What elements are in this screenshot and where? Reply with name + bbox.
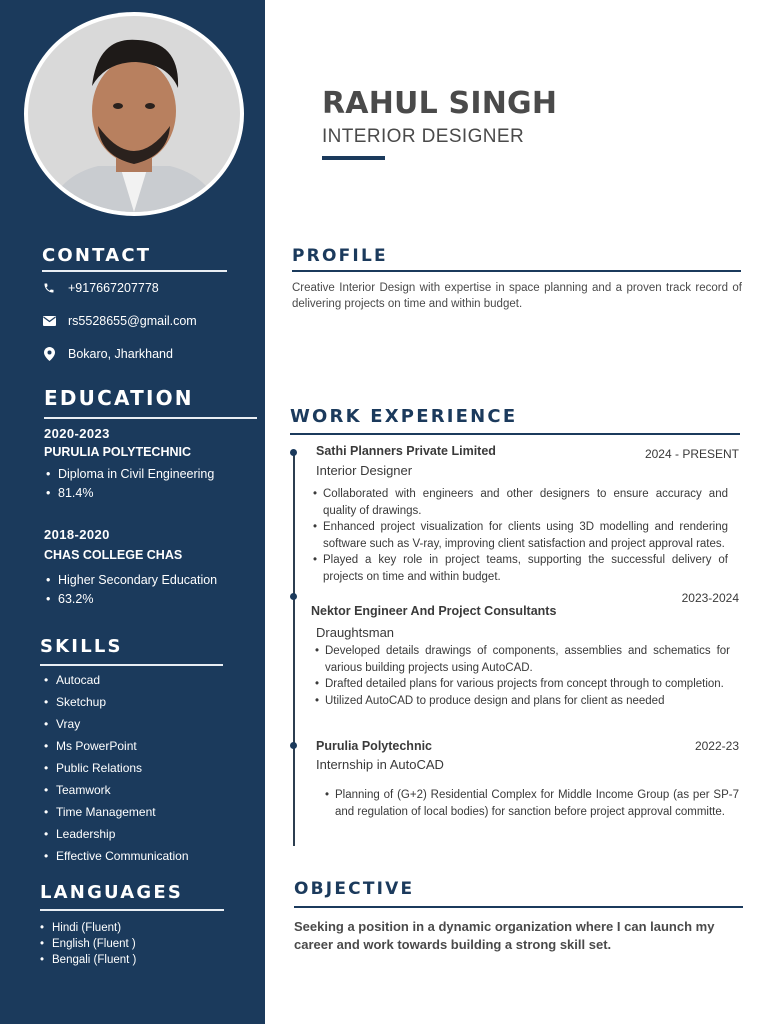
candidate-title: INTERIOR DESIGNER	[322, 126, 525, 147]
job-role: Internship in AutoCAD	[316, 757, 444, 772]
profile-heading: PROFILE	[292, 246, 388, 266]
education-detail: • 63.2%	[44, 590, 217, 609]
job-bullet: • Utilized AutoCAD to produce design and plans for client as needed	[315, 693, 730, 710]
job-company: Purulia Polytechnic	[316, 739, 433, 753]
profile-photo	[28, 16, 240, 212]
profile-summary: Creative Interior Design with expertise in space planning and a proven track record of delivering projects on time and within budget.	[292, 282, 742, 310]
skill-item: • Autocad	[44, 671, 189, 693]
contact-divider	[42, 270, 227, 272]
contact-email[interactable]: rs5528655@gmail.com	[68, 314, 197, 328]
mail-icon	[42, 314, 56, 328]
contact-location: Bokaro, Jharkhand	[68, 347, 173, 361]
skills-list	[44, 671, 189, 869]
objective-divider	[294, 906, 743, 908]
languages-divider	[40, 909, 224, 911]
languages-list	[40, 920, 136, 968]
education-detail: • Higher Secondary Education	[44, 571, 217, 590]
job-bullets	[315, 643, 730, 709]
timeline-line	[293, 450, 295, 846]
job-bullet: • Enhanced project visualization for clients using 3D modelling and rendering software such as V-ray, improving client satisfaction and project approval rates.	[313, 519, 728, 552]
skill-item: • Teamwork	[44, 781, 189, 803]
skills-heading: SKILLS	[40, 636, 123, 657]
job-bullet: • Drafted detailed plans for various projects from concept through to completion.	[315, 676, 730, 693]
job-bullet: • Played a key role in project teams, supporting the successful delivery of projects on time and within budget.	[313, 552, 728, 585]
education-years: 2020-2023	[44, 426, 110, 441]
job-company: Sathi Planners Private Limited	[316, 444, 496, 458]
education-years: 2018-2020	[44, 527, 110, 542]
contact-email-row	[42, 314, 197, 328]
work-experience-divider	[290, 433, 740, 435]
contact-phone[interactable]: +917667207778	[68, 281, 159, 295]
sidebar	[0, 0, 265, 1024]
skill-item: • Public Relations	[44, 759, 189, 781]
timeline-dot	[290, 449, 297, 456]
job-role: Interior Designer	[316, 463, 413, 478]
job-date: 2024 - PRESENT	[644, 447, 739, 461]
education-details	[44, 465, 214, 503]
location-pin-icon	[42, 347, 56, 361]
contact-heading: CONTACT	[42, 245, 152, 266]
job-bullet: • Developed details drawings of components, assemblies and schematics for various building projects using AutoCAD.	[315, 643, 730, 676]
education-details	[44, 571, 217, 609]
job-bullet: • Planning of (G+2) Residential Complex for Middle Income Group (as per SP-7 and regulation of local bodies) for sanction before project approval committe.	[325, 787, 739, 820]
language-item: • English (Fluent )	[40, 936, 136, 952]
title-underline	[322, 156, 385, 160]
profile-photo-frame	[24, 12, 244, 216]
job-date: 2023-2024	[681, 591, 739, 605]
contact-location-row	[42, 347, 173, 361]
education-school: PURULIA POLYTECHNIC	[44, 445, 192, 459]
education-school: CHAS COLLEGE CHAS	[44, 548, 183, 562]
skill-item: • Vray	[44, 715, 189, 737]
job-bullet: • Collaborated with engineers and other designers to ensure accuracy and quality of drawings.	[313, 486, 728, 519]
objective-text: Seeking a position in a dynamic organization where I can launch my career and work towards building a strong skill set.	[294, 919, 715, 952]
languages-heading: LANGUAGES	[40, 882, 184, 903]
skill-item: • Leadership	[44, 825, 189, 847]
job-date: 2022-23	[694, 739, 739, 753]
education-entry	[44, 426, 214, 503]
contact-phone-row	[42, 281, 159, 295]
language-item: • Hindi (Fluent)	[40, 920, 136, 936]
skill-item: • Time Management	[44, 803, 189, 825]
work-experience-heading: WORK EXPERIENCE	[290, 406, 518, 427]
skills-divider	[40, 664, 223, 666]
skill-item: • Ms PowerPoint	[44, 737, 189, 759]
job-bullets	[325, 787, 739, 820]
language-item: • Bengali (Fluent )	[40, 952, 136, 968]
skill-item: • Sketchup	[44, 693, 189, 715]
timeline-dot	[290, 593, 297, 600]
job-bullets	[313, 486, 728, 585]
skill-item: • Effective Communication	[44, 847, 189, 869]
education-divider	[44, 417, 257, 419]
profile-divider	[292, 270, 741, 272]
candidate-name: RAHUL SINGH	[322, 86, 558, 121]
job-company: Nektor Engineer And Project Consultants	[311, 604, 557, 618]
education-detail: • 81.4%	[44, 484, 214, 503]
education-detail: • Diploma in Civil Engineering	[44, 465, 214, 484]
education-entry	[44, 527, 217, 609]
job-role: Draughtsman	[316, 625, 395, 640]
education-heading: EDUCATION	[44, 386, 194, 410]
timeline-dot	[290, 742, 297, 749]
objective-heading: OBJECTIVE	[294, 879, 415, 899]
phone-icon	[42, 281, 56, 295]
